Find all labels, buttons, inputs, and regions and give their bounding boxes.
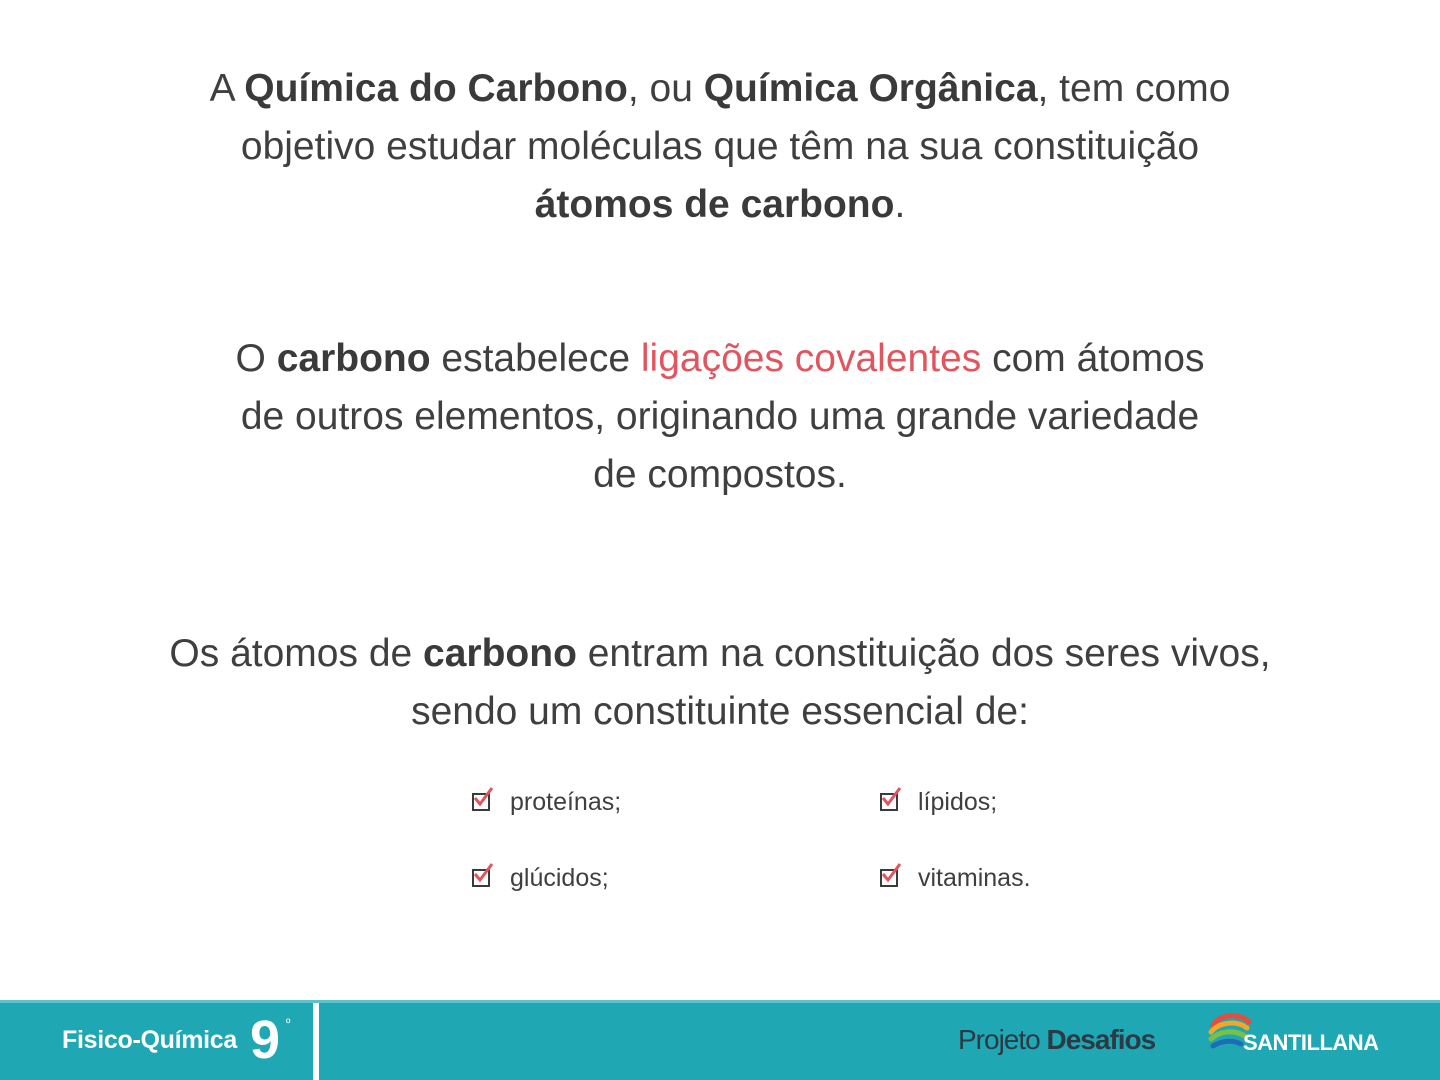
text-span: O: [235, 337, 277, 380]
list-item: [472, 858, 609, 898]
bold-term: Química Orgânica: [703, 67, 1038, 110]
text-span: de compostos.: [593, 453, 847, 496]
subject-title: Fisico-Química: [62, 1026, 238, 1054]
list-item-label: lípidos;: [918, 787, 998, 816]
bold-term: átomos de carbono: [534, 183, 895, 226]
brand-light-text: Projeto: [958, 1024, 1047, 1055]
bold-term: carbono: [276, 337, 431, 380]
text-span: objetivo estudar moléculas que têm na sua constituição: [240, 125, 1200, 168]
highlighted-term: ligações covalentes: [640, 337, 982, 380]
living-beings-paragraph: [0, 625, 1440, 741]
text-span: A: [209, 67, 245, 110]
grade-number: 9: [250, 1010, 281, 1070]
checkbox-checked-icon: [880, 793, 898, 811]
footer-bar: [0, 1000, 1440, 1080]
footer-top-line: [0, 1000, 1440, 1003]
publisher-name: SANTILLANA: [1243, 1030, 1379, 1055]
text-span: estabelece: [430, 337, 641, 380]
list-item: [880, 858, 1031, 898]
text-span: sendo um constituinte essencial de:: [411, 690, 1029, 733]
bonds-paragraph: [0, 330, 1440, 504]
brand-bold-text: Desafios: [1046, 1024, 1156, 1055]
text-span: entram na constituição dos seres vivos,: [576, 632, 1271, 675]
text-span: Os átomos de: [169, 632, 424, 675]
list-item-label: proteínas;: [510, 787, 622, 816]
text-span: , tem como: [1037, 67, 1231, 110]
text-span: de outros elementos, originando uma grande variedade: [240, 395, 1200, 438]
grade-ordinal: º: [286, 1016, 291, 1030]
list-item-label: vitaminas.: [918, 863, 1031, 892]
bold-term: carbono: [423, 632, 577, 675]
bold-term: Química do Carbono: [244, 67, 628, 110]
checkbox-checked-icon: [472, 793, 490, 811]
checkbox-checked-icon: [472, 869, 490, 887]
text-span: com átomos: [981, 337, 1205, 380]
project-brand: [958, 1024, 1155, 1056]
intro-paragraph: [0, 60, 1440, 234]
list-item-label: glúcidos;: [510, 863, 609, 892]
text-span: .: [894, 183, 906, 226]
text-span: , ou: [627, 67, 704, 110]
checkbox-checked-icon: [880, 869, 898, 887]
list-item: [880, 782, 997, 822]
list-item: [472, 782, 621, 822]
checklist: [472, 782, 1172, 912]
